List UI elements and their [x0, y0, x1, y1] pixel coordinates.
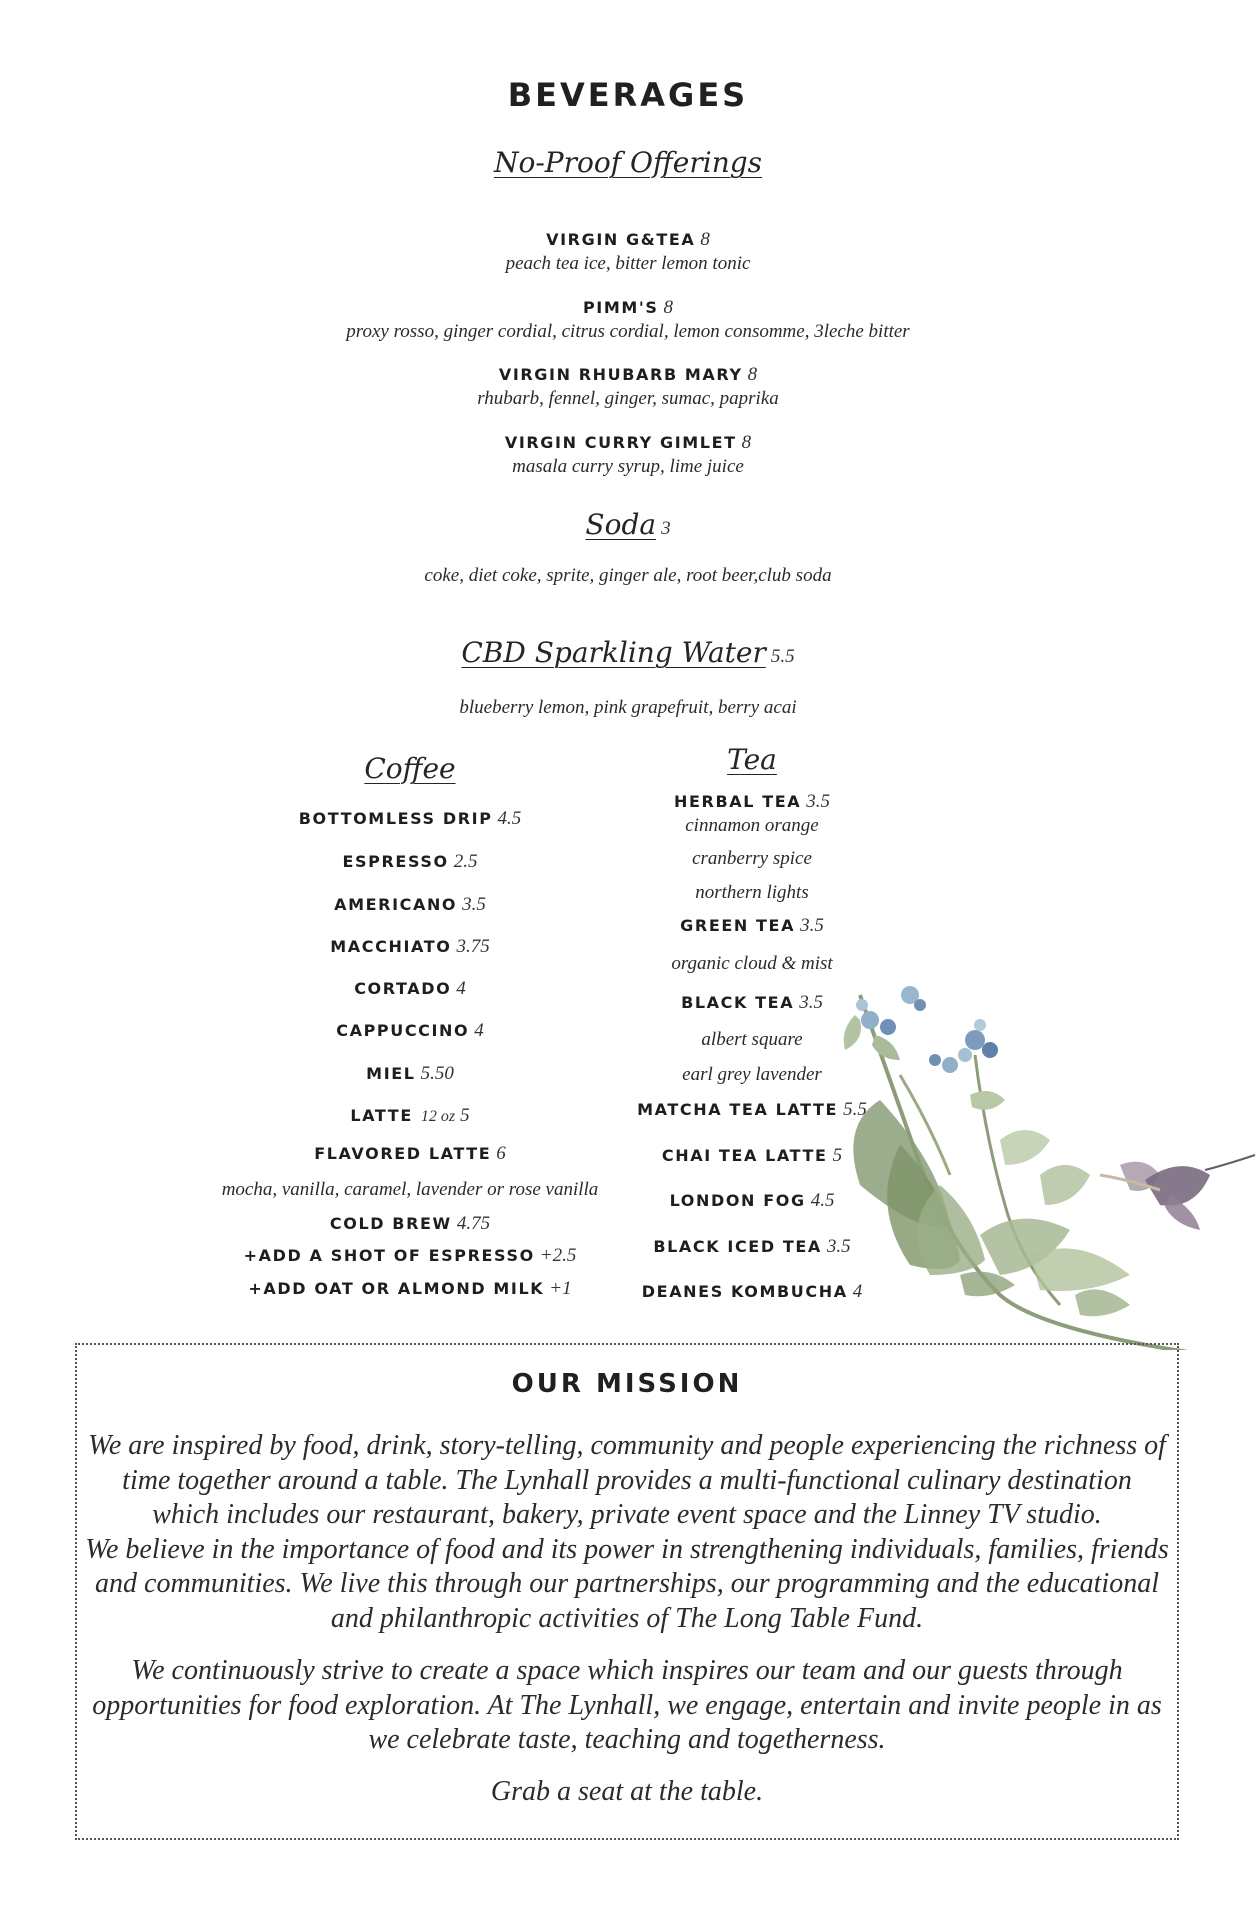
- mission-line: We are inspired by food, drink, story-telling, community and people experiencing the richness of: [88, 1430, 1166, 1461]
- mission-box: [75, 1343, 1179, 1840]
- coffee-flavor-desc: mocha, vanilla, caramel, lavender or rose vanilla: [221, 1179, 599, 1200]
- item-price: 4: [456, 978, 466, 999]
- item-price: 5: [460, 1105, 470, 1126]
- item-price: 3.5: [826, 1236, 851, 1257]
- item-price: 3.75: [456, 936, 490, 957]
- no-proof-item: [0, 229, 1256, 275]
- item-price: 5: [832, 1145, 843, 1166]
- item-name: BLACK TEA: [681, 993, 795, 1012]
- coffee-item: [210, 1063, 610, 1085]
- coffee-addon: [210, 1245, 610, 1267]
- coffee-item: [210, 978, 610, 1000]
- coffee-item: [210, 851, 610, 873]
- item-price: +2.5: [539, 1245, 577, 1266]
- item-name: VIRGIN CURRY GIMLET: [504, 433, 737, 452]
- mission-title: OUR MISSION: [511, 1369, 743, 1399]
- mission-line: We continuously strive to create a space which inspires our team and our guests through: [131, 1655, 1123, 1686]
- item-price: 6: [496, 1143, 506, 1164]
- item-price: 4.5: [497, 808, 522, 829]
- coffee-item: [210, 1105, 610, 1127]
- mission-line: and communities. We live this through our partnerships, our programming and the educational: [95, 1568, 1159, 1599]
- item-price: 8: [747, 364, 758, 385]
- coffee-item: [210, 936, 610, 958]
- item-name: BOTTOMLESS DRIP: [298, 809, 493, 828]
- cbd-desc: blueberry lemon, pink grapefruit, berry acai: [459, 697, 797, 718]
- coffee-heading-wrap: [210, 752, 610, 785]
- mission-paragraph-2: [77, 1654, 1177, 1758]
- item-name: MATCHA TEA LATTE: [637, 1100, 839, 1119]
- no-proof-item: [0, 432, 1256, 478]
- no-proof-heading: No-Proof Offerings: [493, 146, 763, 179]
- coffee-item: [210, 1143, 610, 1165]
- item-desc: peach tea ice, bitter lemon tonic: [505, 253, 751, 274]
- subtitle-wrap: [0, 146, 1256, 179]
- item-price: 8: [663, 297, 674, 318]
- item-price: 5.50: [420, 1063, 454, 1084]
- no-proof-item: [0, 297, 1256, 343]
- item-name: VIRGIN RHUBARB MARY: [498, 365, 743, 384]
- mission-line: We believe in the importance of food and its power in strengthening individuals, families, friends: [85, 1533, 1169, 1565]
- tea-heading-wrap: [572, 743, 932, 776]
- item-price: 5.5: [843, 1099, 867, 1120]
- item-price: 3.5: [806, 791, 830, 812]
- coffee-item: [210, 808, 610, 830]
- item-size: 12 oz: [420, 1108, 456, 1125]
- item-name: MACCHIATO: [330, 937, 452, 956]
- mission-line: time together around a table. The Lynhall provides a multi-functional culinary destination: [122, 1464, 1132, 1496]
- botanical-illustration-icon: [800, 975, 1256, 1350]
- item-price: 3.5: [462, 894, 486, 915]
- no-proof-item: [0, 364, 1256, 410]
- item-price: 3.5: [799, 992, 823, 1013]
- item-name: AMERICANO: [334, 895, 458, 914]
- coffee-addon: [210, 1278, 610, 1300]
- item-price: 8: [741, 432, 752, 453]
- mission-paragraph-1: [77, 1429, 1177, 1636]
- coffee-heading: Coffee: [364, 752, 456, 785]
- item-desc: masala curry syrup, lime juice: [512, 456, 744, 477]
- item-desc: proxy rosso, ginger cordial, citrus cordial, lemon consomme, 3leche bitter: [346, 321, 910, 342]
- soda-desc: coke, diet coke, sprite, ginger ale, root beer,club soda: [424, 565, 832, 586]
- item-name: +ADD OAT OR ALMOND MILK: [248, 1279, 545, 1298]
- tea-variety: northern lights: [695, 882, 809, 903]
- tea-heading: Tea: [727, 743, 777, 776]
- page-title: BEVERAGES: [507, 76, 749, 114]
- item-name: VIRGIN G&TEA: [546, 230, 696, 249]
- coffee-item: [210, 1020, 610, 1042]
- item-price: +1: [549, 1278, 572, 1299]
- tea-variety: organic cloud & mist: [671, 953, 833, 974]
- coffee-item: [210, 1213, 610, 1235]
- mission-line: opportunities for food exploration. At The Lynhall, we engage, entertain and invite people in as: [92, 1689, 1162, 1721]
- item-price: 4.5: [810, 1190, 835, 1211]
- soda-heading: Soda: [585, 508, 657, 541]
- item-name: LONDON FOG: [669, 1191, 806, 1210]
- item-desc: rhubarb, fennel, ginger, sumac, paprika: [477, 388, 779, 409]
- item-price: 4: [474, 1020, 484, 1041]
- tea-variety: cranberry spice: [692, 848, 812, 869]
- item-price: 8: [700, 229, 710, 250]
- item-name: LATTE: [350, 1106, 413, 1125]
- item-price: 3.5: [800, 915, 824, 936]
- tea-item: [572, 791, 932, 813]
- coffee-item: [210, 894, 610, 916]
- soda-heading-wrap: [0, 508, 1256, 541]
- item-price: 4.75: [456, 1213, 491, 1234]
- item-name: COLD BREW: [329, 1214, 452, 1233]
- soda-price: 3: [661, 518, 671, 539]
- item-name: FLAVORED LATTE: [314, 1144, 492, 1163]
- cbd-heading: CBD Sparkling Water: [461, 636, 766, 669]
- item-name: PIMM'S: [582, 298, 659, 317]
- tea-variety: earl grey lavender: [682, 1064, 822, 1085]
- mission-line: we celebrate taste, teaching and togetherness.: [368, 1724, 886, 1755]
- tea-item: [572, 915, 932, 937]
- item-name: DEANES KOMBUCHA: [641, 1282, 848, 1301]
- item-name: CAPPUCCINO: [336, 1021, 470, 1040]
- item-name: BLACK ICED TEA: [653, 1237, 822, 1256]
- mission-closing: Grab a seat at the table.: [490, 1776, 764, 1807]
- item-name: CHAI TEA LATTE: [661, 1146, 828, 1165]
- item-name: HERBAL TEA: [674, 792, 802, 811]
- cbd-heading-wrap: [0, 636, 1256, 669]
- item-name: MIEL: [366, 1064, 416, 1083]
- item-name: CORTADO: [354, 979, 452, 998]
- tea-variety: cinnamon orange: [685, 815, 819, 836]
- tea-variety: albert square: [701, 1029, 803, 1050]
- mission-line: which includes our restaurant, bakery, private event space and the Linney TV studio.: [152, 1499, 1102, 1530]
- item-name: +ADD A SHOT OF ESPRESSO: [243, 1246, 535, 1265]
- mission-line: and philanthropic activities of The Long Table Fund.: [330, 1602, 924, 1634]
- cbd-price: 5.5: [770, 646, 795, 667]
- item-price: 2.5: [453, 851, 478, 872]
- item-name: GREEN TEA: [680, 916, 796, 935]
- item-price: 4: [852, 1281, 863, 1302]
- item-name: ESPRESSO: [342, 852, 449, 871]
